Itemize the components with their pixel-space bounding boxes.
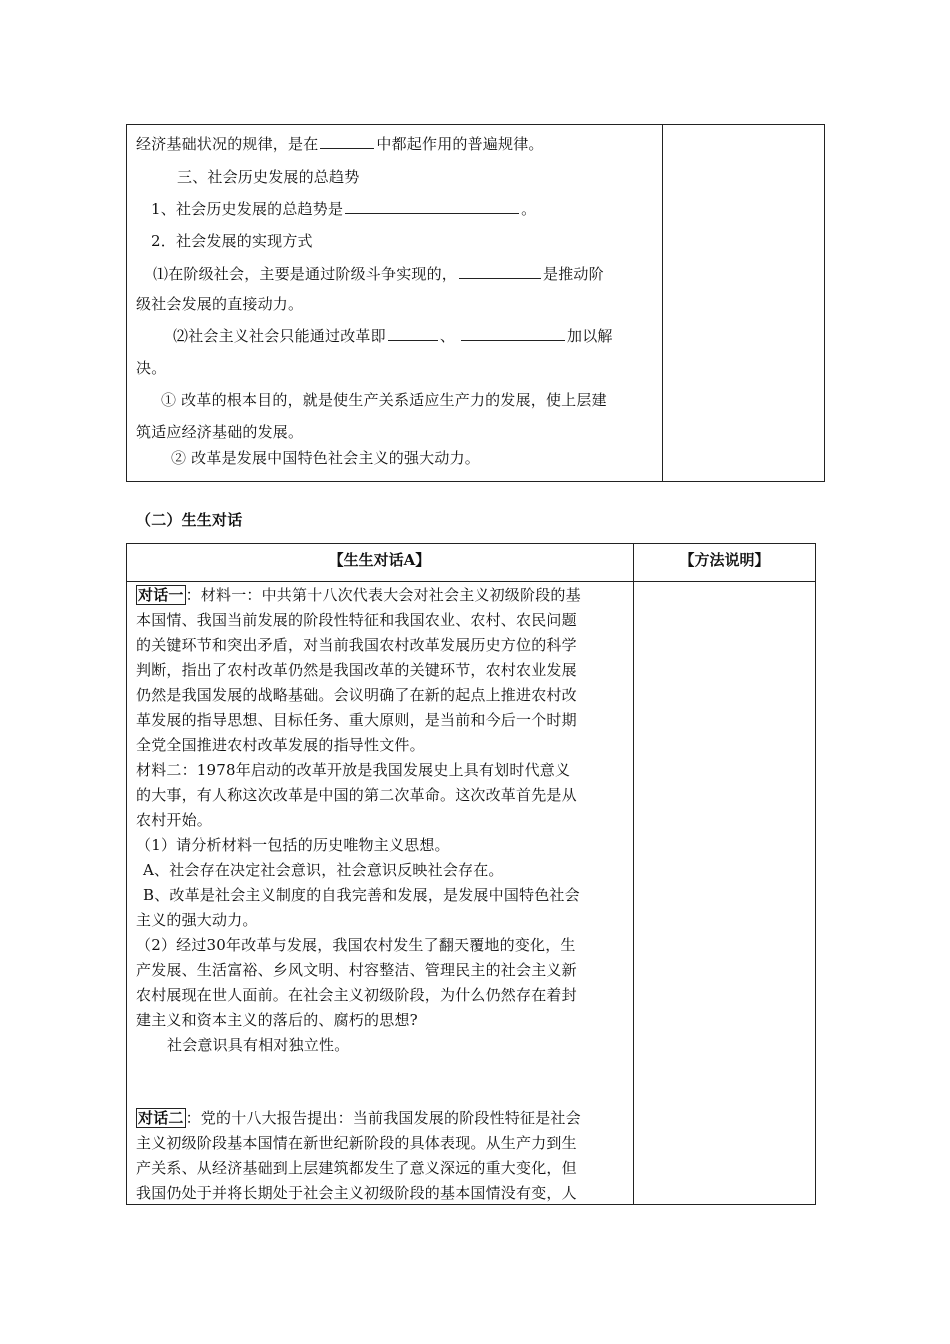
subheading: 2．社会发展的实现方式 — [151, 232, 313, 250]
dialogue-one-line — [136, 584, 581, 606]
fill-blank[interactable] — [320, 133, 374, 149]
text-segment: ：党的十八大报告提出：当前我国发展的阶段性特征是社会 — [185, 1109, 581, 1127]
text-segment: 1、社会历史发展的总趋势是 — [151, 200, 344, 218]
text-segment: 经济基础状况的规律，是在 — [136, 135, 319, 153]
fill-blank[interactable] — [345, 198, 519, 214]
text-line: 判断，指出了农村改革仍然是我国改革的关键环节，农村农业发展 — [136, 661, 577, 679]
question-line: （1）请分析材料一包括的历史唯物主义思想。 — [136, 836, 450, 854]
dialogue-table-header-rule — [126, 581, 816, 582]
text-line: 农村开始。 — [136, 811, 213, 829]
text-line — [173, 325, 613, 347]
dialogue-one-label: 对话一 — [138, 586, 184, 604]
text-line: 革发展的指导思想、目标任务、重大原则，是当前和今后一个时期 — [136, 711, 577, 729]
text-segment: 中都起作用的普遍规律。 — [376, 135, 544, 153]
text-segment: ⑵社会主义社会只能通过改革即 — [173, 327, 386, 345]
fill-blank[interactable] — [459, 263, 541, 279]
section-heading: 三、社会历史发展的总趋势 — [177, 168, 360, 186]
text-line: 农村展现在世人面前。在社会主义初级阶段，为什么仍然存在着封 — [136, 986, 577, 1004]
text-line: 我国仍处于并将长期处于社会主义初级阶段的基本国情没有变，人 — [136, 1184, 577, 1202]
text-segment: 加以解 — [567, 327, 613, 345]
text-line — [153, 263, 604, 285]
question-line: （2）经过30年改革与发展，我国农村发生了翻天覆地的变化，生 — [136, 936, 576, 954]
text-line — [151, 198, 536, 220]
text-line — [136, 133, 544, 155]
text-line: 建主义和资本主义的落后的、腐朽的思想? — [136, 1011, 418, 1029]
text-line: 级社会发展的直接动力。 — [136, 295, 304, 313]
text-line: 的大事，有人称这次改革是中国的第二次革命。这次改革首先是从 — [136, 786, 577, 804]
text-line: 产发展、生活富裕、乡风文明、村容整洁、管理民主的社会主义新 — [136, 961, 577, 979]
fill-blank[interactable] — [461, 325, 565, 341]
dialogue-table-divider — [633, 543, 634, 1205]
answer-table-divider — [662, 124, 663, 482]
text-line: 的关键环节和突出矛盾，对当前我国农村改革发展历史方位的科学 — [136, 636, 577, 654]
text-line: 仍然是我国发展的战略基础。会议明确了在新的起点上推进农村改 — [136, 686, 577, 704]
text-segment: 、 — [439, 327, 456, 345]
dialogue-two-label: 对话二 — [138, 1109, 184, 1127]
text-segment: ：材料一：中共第十八次代表大会对社会主义初级阶段的基 — [185, 586, 581, 604]
text-line: ② 改革是发展中国特色社会主义的强大动力。 — [171, 449, 480, 467]
answer-line: A、社会存在决定社会意识，社会意识反映社会存在。 — [143, 861, 504, 879]
fill-blank[interactable] — [388, 325, 438, 341]
answer-line: 主义的强大动力。 — [136, 911, 258, 929]
text-line: 决。 — [136, 359, 167, 377]
text-line: 主义初级阶段基本国情在新世纪新阶段的具体表现。从生产力到生 — [136, 1134, 577, 1152]
text-line: ① 改革的根本目的，就是使生产关系适应生产力的发展，使上层建 — [161, 391, 607, 409]
text-line: 筑适应经济基础的发展。 — [136, 423, 304, 441]
column-header-method: 【方法说明】 — [679, 551, 770, 569]
text-line: 全党全国推进农村改革发展的指导性文件。 — [136, 736, 425, 754]
answer-line: 社会意识具有相对独立性。 — [167, 1036, 350, 1054]
text-line: 材料二：1978年启动的改革开放是我国发展史上具有划时代意义 — [136, 761, 571, 779]
column-header-dialogue: 【生生对话A】 — [328, 551, 431, 569]
text-segment: 。 — [521, 200, 537, 218]
text-segment: ⑴在阶级社会，主要是通过阶级斗争实现的， — [153, 265, 458, 283]
dialogue-two-line — [136, 1107, 581, 1129]
section-title: （二）生生对话 — [136, 511, 243, 529]
answer-line: B、改革是社会主义制度的自我完善和发展，是发展中国特色社会 — [143, 886, 580, 904]
text-line: 产关系、从经济基础到上层建筑都发生了意义深远的重大变化，但 — [136, 1159, 577, 1177]
text-segment: 是推动阶 — [543, 265, 604, 283]
text-line: 本国情、我国当前发展的阶段性特征和我国农业、农村、农民问题 — [136, 611, 577, 629]
